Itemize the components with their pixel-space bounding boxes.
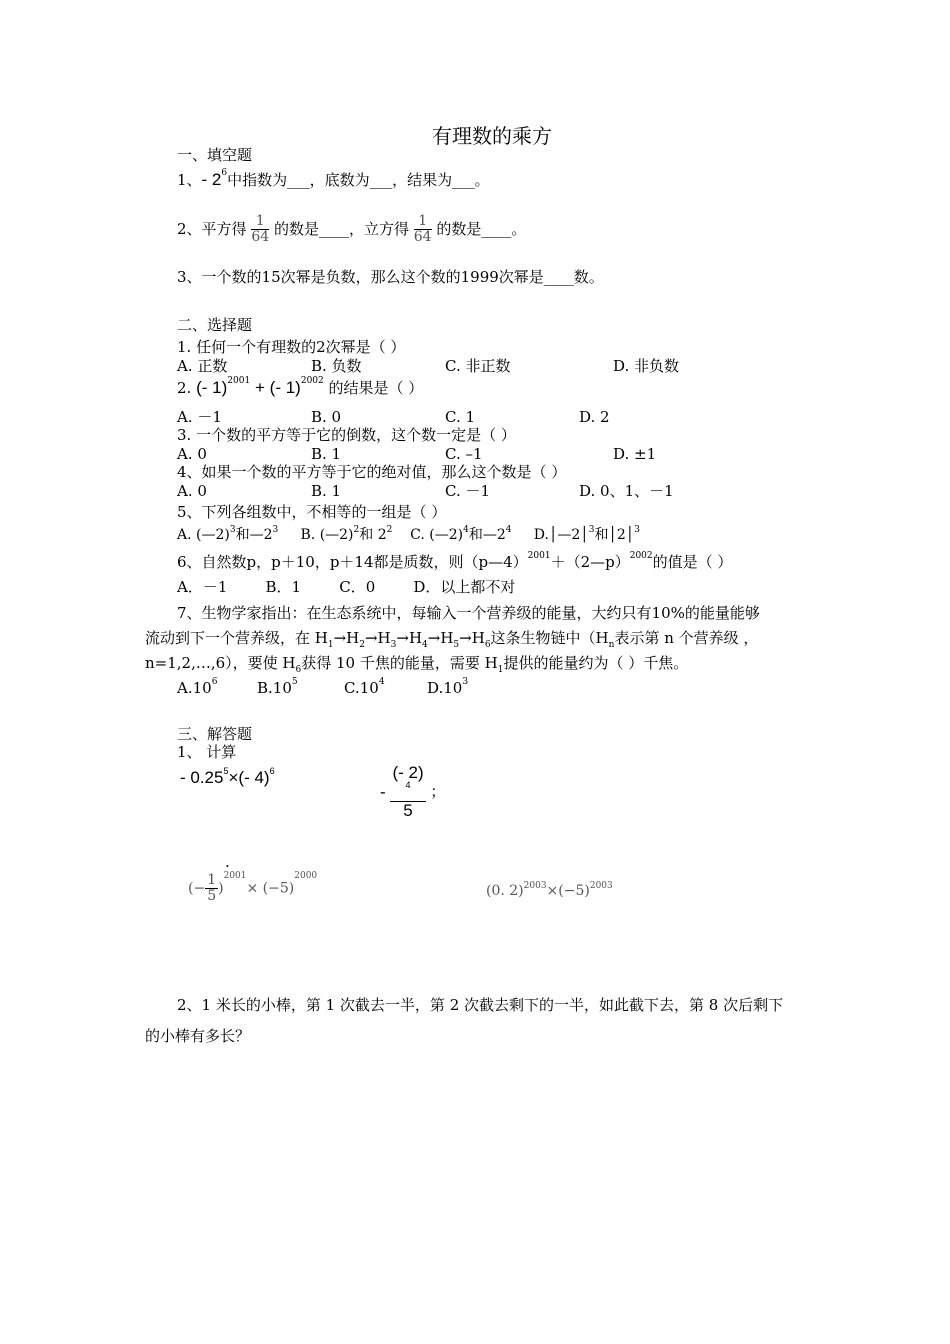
choice-3-a: A. 0 — [177, 445, 207, 463]
choice-2-a: A. －1 — [177, 408, 222, 426]
choice-3-b: B. 1 — [311, 445, 342, 463]
expression-1: - $0.25^5\times(-$ 4)$^6$ — [180, 766, 275, 787]
choice-1-b: B. 负数 — [311, 357, 362, 375]
question-2: 2、平方得 $\frac{1}{64}$ 的数是____，立方得 $\frac{1}{64}$ 的数是____。 — [177, 213, 527, 246]
choice-4-c: C. －1 — [445, 482, 491, 500]
choice-3-question: 3. 一个数的平方等于它的倒数，这个数一定是（ ） — [177, 426, 516, 444]
question-3: 3、一个数的15次幂是负数，那么这个数的1999次幂是____数。 — [177, 268, 604, 286]
choice-1-d: D. 非负数 — [613, 357, 680, 375]
choice-3-d: D. ±1 — [613, 445, 657, 463]
section-choice-heading: 二、选择题 — [177, 316, 253, 334]
expression-4: (0. $2)^{2003}\times(-5)^{2003}$ — [486, 881, 613, 899]
expression-2: - (- 2) $^4$ 5 ； — [380, 763, 446, 821]
choice-3-c: C. –1 — [445, 445, 483, 463]
choice-1-c: C. 非正数 — [445, 357, 511, 375]
choice-2-question: 2. (- 1)$^{2001}$ + (- 1)$^{2002}$ 的结果是（ ） — [177, 376, 424, 397]
choice-7-c: $C.10^4$ — [344, 677, 385, 697]
page-title: 有理数的乘方 — [432, 124, 552, 148]
choice-7-line-2: 流动到下一个营养级，在 $H_1\to H_2\to H_3\to H_4\to H_5\to H_6$这条生物链中（$H_n$表示第 n 个营养级 ， — [145, 629, 759, 650]
choice-6-question: 6、自然数p，p＋10，p＋14都是质数，则（p—4）$^{2001}$＋（2—p）$^{2002}$的值是（ ） — [177, 551, 733, 571]
problem-2-line-2: 的小棒有多长？ — [145, 1027, 251, 1045]
choice-4-question: 4、如果一个数的平方等于它的绝对值，那么这个数是（ ） — [177, 463, 567, 481]
problem-2-line-1: 2、1 米长的小棒，第 1 次截去一半，第 2 次截去剩下的一半，如此截下去，第 8 次后剩下 — [177, 996, 784, 1014]
choice-4-b: B. 1 — [311, 482, 342, 500]
choice-4-d: D. 0、1、－1 — [579, 482, 674, 500]
choice-4-a: A. 0 — [177, 482, 207, 500]
choice-5-options: A. (—2)$^3$和$—2^3$ B. (—2)$^2$和 $2^2$ C. (—2)$^4$和$—2^4$ D.│—2│$^3$和│2│$^3$ — [177, 525, 640, 543]
choice-5-question: 5、下列各组数中，不相等的一组是（ ） — [177, 503, 447, 521]
stray-dot: . — [225, 853, 230, 871]
choice-7-line-1: 7、生物学家指出：在生态系统中，每输入一个营养级的能量，大约只有10%的能量能够 — [177, 604, 760, 622]
question-1: 1、- $2^6$中指数为___，底数为___，结果为___。 — [177, 168, 490, 189]
choice-7-d: $D.10^3$ — [427, 677, 469, 697]
choice-2-b: B. 0 — [311, 408, 342, 426]
section-answer-heading: 三、解答题 — [177, 725, 253, 743]
choice-1-question: 1. 任何一个有理数的2次幂是（ ） — [177, 338, 406, 356]
choice-2-c: C. 1 — [445, 408, 476, 426]
choice-7-b: $B.10^5$ — [257, 677, 298, 697]
section-fill-in-heading: 一、填空题 — [177, 146, 253, 164]
choice-7-line-3: n=1,2,…,6），要使 $H_6$获得 10 千焦的能量，需要 $H_1$提供的能量约为（ ）千焦。 — [145, 654, 689, 675]
choice-1-a: A. 正数 — [177, 357, 228, 375]
choice-6-options: A．－1 B．1 C．0 D．以上都不对 — [177, 578, 516, 596]
calc-heading: 1、 计算 — [177, 743, 237, 761]
choice-7-a: $A.10^6$ — [177, 677, 218, 697]
expression-3: (− $\frac{1}{5}$ )$^{2001}\times (-5)^{2000}$ — [188, 871, 318, 905]
choice-2-d: D. 2 — [579, 408, 610, 426]
